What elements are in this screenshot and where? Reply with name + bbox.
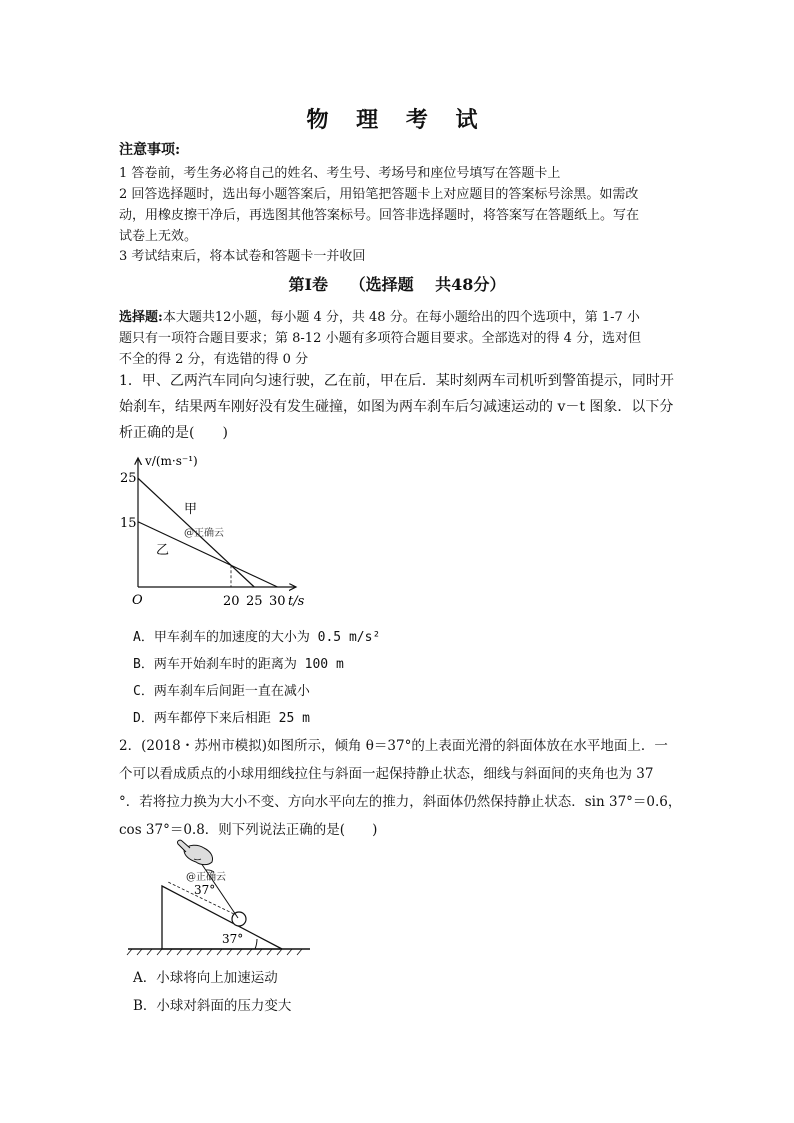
label-jia: 甲	[184, 502, 198, 517]
section-intro-1	[119, 306, 640, 325]
q2-line-1: 2．(2018・苏州市模拟)如图所示，倾角 θ＝37°的上表面光滑的斜面体放在水平地面上．一	[119, 738, 668, 754]
notice-line-3: 3 考试结束后，将本试卷和答题卡一并收回	[119, 249, 366, 264]
y-tick-15: 15	[120, 516, 137, 531]
intro-label: 选择题:	[119, 310, 163, 325]
angle-label-top: 37°	[194, 883, 216, 897]
angle-arc-bottom	[255, 939, 257, 949]
label-yi: 乙	[156, 543, 170, 558]
notice-line-1: 1 答卷前，考生务必将自己的姓名、考生号、考场号和座位号填写在答题卡上	[119, 166, 561, 181]
x-axis-label: t/s	[288, 594, 305, 609]
hand-icon	[177, 840, 212, 864]
vt-graph	[118, 450, 328, 615]
y-axis-label: v/(m·s⁻¹)	[145, 454, 198, 468]
q2-line-2: 个可以看成质点的小球用细线拉住与斜面一起保持静止状态，细线与斜面间的夹角也为 37	[119, 766, 654, 782]
ground-hatching	[127, 949, 302, 955]
x-tick-30: 30	[269, 594, 286, 609]
watermark-2: @正确云	[186, 872, 226, 883]
origin-label: O	[132, 593, 143, 608]
section-heading: 第Ⅰ卷 （选择题 共48分）	[288, 275, 506, 294]
q1-option-a: A．甲车刹车的加速度的大小为 0.5 m/s²	[133, 630, 381, 645]
q1-line-3: 析正确的是( )	[119, 425, 228, 441]
notice-line-2a: 2 回答选择题时，选出每小题答案后，用铅笔把答题卡上对应题目的答案标号涂黑。如需改	[119, 187, 639, 202]
q2-line-4: cos 37°＝0.8．则下列说法正确的是( )	[119, 822, 378, 838]
watermark: @正确云	[184, 528, 224, 539]
q1-option-b: B．两车开始刹车时的距离为 100 m	[133, 657, 344, 672]
x-tick-20: 20	[223, 594, 240, 609]
q2-line-3: °．若将拉力换为大小不变、方向水平向左的推力，斜面体仍然保持静止状态．sin 37°＝0.6，	[119, 794, 682, 810]
notice-heading: 注意事项:	[119, 142, 181, 158]
incline-figure	[124, 838, 319, 958]
q2-option-b: B．小球对斜面的压力变大	[133, 998, 292, 1014]
intro-rest: 每小题 4 分，共 48 分。在每小题给出的四个选项中，第 1-7 小	[270, 310, 640, 325]
q1-option-d: D．两车都停下来后相距 25 m	[133, 711, 310, 726]
q1-option-c: C．两车刹车后间距一直在减小	[133, 684, 310, 699]
x-tick-25: 25	[246, 594, 263, 609]
ball	[232, 912, 246, 926]
q1-line-2: 始刹车，结果两车刚好没有发生碰撞，如图为两车刹车后匀减速运动的 v－t 图象．以下分	[119, 399, 674, 415]
notice-line-2b: 动，用橡皮擦干净后，再选图其他答案标号。回答非选择题时，将答案写在答题纸上。写在	[119, 208, 640, 223]
page-title: 物 理 考 试	[306, 107, 488, 133]
section-intro-3: 不全的得 2 分，有选错的得 0 分	[119, 352, 309, 367]
q1-line-1: 1．甲、乙两汽车同向匀速行驶，乙在前，甲在后．某时刻两车司机听到警笛提示，同时开	[119, 373, 674, 389]
notice-line-2c: 试卷上无效。	[119, 229, 198, 244]
intro-bold-part: 本大题共12小题，	[162, 310, 271, 325]
y-tick-25: 25	[120, 471, 137, 486]
q2-option-a: A．小球将向上加速运动	[133, 970, 278, 986]
section-intro-2: 题只有一项符合题目要求；第 8-12 小题有多项符合题目要求。全部选对的得 4 分，选对但	[119, 331, 642, 346]
angle-label-bottom: 37°	[222, 932, 244, 946]
